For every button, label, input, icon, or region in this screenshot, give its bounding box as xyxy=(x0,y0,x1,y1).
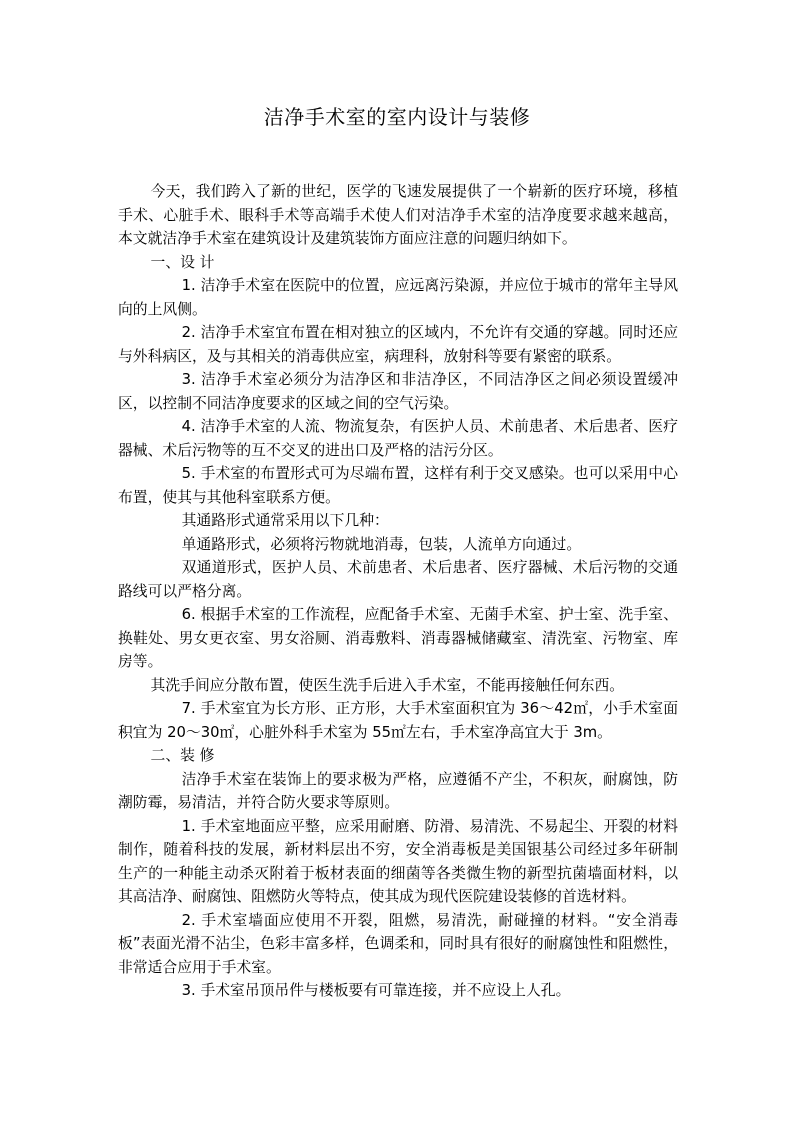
section-heading-decoration: 二、装 修 xyxy=(150,747,215,764)
route-double: 双通道形式，医护人员、术前患者、术后患者、医疗器械、术后污物的交通路线可以严格分离。 xyxy=(118,559,678,600)
decoration-item-3: 3. 手术室吊顶吊件与楼板要有可靠连接，并不应设上人孔。 xyxy=(181,982,571,999)
design-item-6: 6. 根据手术室的工作流程，应配备手术室、无菌手术室、护士室、洗手室、换鞋处、男女更衣室、男女浴厕、消毒敷料、消毒器械储藏室、清洗室、污物室、库房等。 xyxy=(118,606,678,670)
washroom-note: 其洗手间应分散布置，使医生洗手后进入手术室，不能再接触任何东西。 xyxy=(150,676,625,694)
route-intro: 其通路形式通常采用以下几种： xyxy=(181,512,389,529)
design-item-4: 4. 洁净手术室的人流、物流复杂，有医护人员、术前患者、术后患者、医疗器械、术后污物等的互不交叉的进出口及严格的洁污分区。 xyxy=(118,418,678,459)
section-heading-design: 一、设 计 xyxy=(150,253,215,271)
decoration-intro: 洁净手术室在装饰上的要求极为严格，应遵循不产尘，不积灰，耐腐蚀，防潮防霉，易清洁，并符合防火要求等原则。 xyxy=(118,770,678,811)
design-item-1: 1. 洁净手术室在医院中的位置，应远离污染源，并应位于城市的常年主导风向的上风侧。 xyxy=(118,277,678,318)
decoration-item-1: 1. 手术室地面应平整，应采用耐磨、防滑、易清洗、不易起尘、开裂的材料制作，随着科技的发展，新材料层出不穷，安全消毒板是美国银基公司经过多年研制生产的一种能主动杀灭附着于板材表面的细菌等各类微生物的新型抗菌墙面材料，以其高洁净、耐腐蚀、阻燃防火等特点，使其成为现代医院建设装修的首选材料。 xyxy=(118,817,678,905)
design-item-5: 5. 手术室的布置形式可为尽端布置，这样有利于交叉感染。也可以采用中心布置，使其与其他科室联系方便。 xyxy=(118,465,678,506)
decoration-item-2: 2. 手术室墙面应使用不开裂，阻燃，易清洗，耐碰撞的材料。“安全消毒板”表面光滑不沾尘，色彩丰富多样，色调柔和，同时具有很好的耐腐蚀性和阻燃性，非常适合应用于手术室。 xyxy=(118,911,678,976)
route-single: 单通路形式，必须将污物就地消毒，包装，人流单方向通过。 xyxy=(181,535,582,553)
document-body xyxy=(118,180,678,1003)
intro-paragraph: 今天，我们跨入了新的世纪，医学的飞速发展提供了一个崭新的医疗环境，移植手术、心脏手术、眼科手术等高端手术使人们对洁净手术室的洁净度要求越来越高，本文就洁净手术室在建筑设计及建筑装饰方面应注意的问题归纳如下。 xyxy=(118,183,678,247)
design-item-2: 2. 洁净手术室宜布置在相对独立的区域内，不允许有交通的穿越。同时还应与外科病区，及与其相关的消毒供应室，病理科，放射科等要有紧密的联系。 xyxy=(118,324,678,365)
document-title: 洁净手术室的室内设计与装修 xyxy=(263,105,531,129)
design-item-7: 7. 手术室宜为长方形、正方形，大手术室面积宜为 36～42㎡，小手术室面积宜为 20～30㎡，心脏外科手术室为 55㎡左右，手术室净高宜大于 3m。 xyxy=(118,700,678,741)
design-item-3: 3. 洁净手术室必须分为洁净区和非洁净区，不同洁净区之间必须设置缓冲区，以控制不同洁净度要求的区域之间的空气污染。 xyxy=(118,371,678,412)
